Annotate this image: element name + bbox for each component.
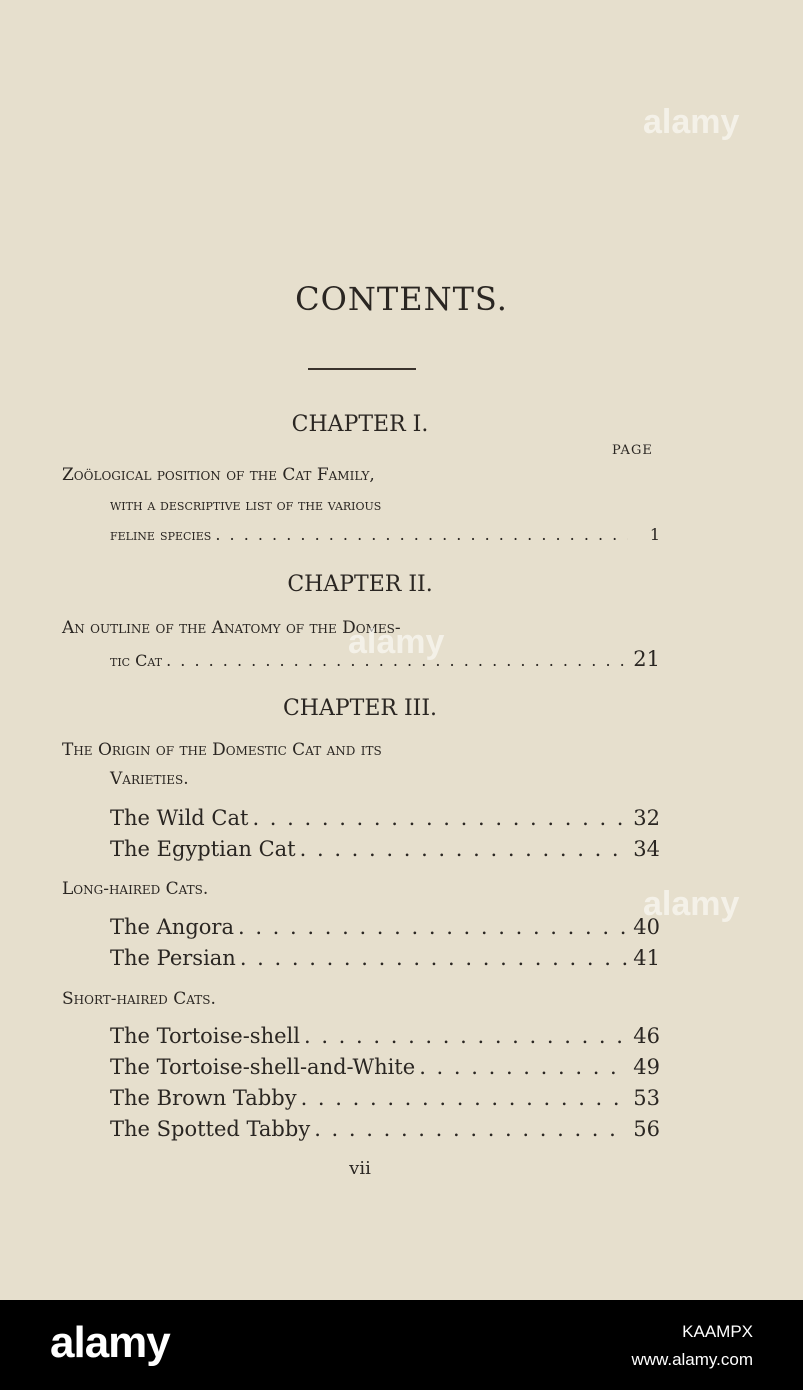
leader-dots (304, 1024, 628, 1048)
toc-entry (110, 1055, 660, 1079)
toc-entry-label: tic Cat (110, 651, 163, 670)
toc-entry-page: 53 (633, 1086, 660, 1110)
toc-entry (110, 946, 660, 970)
toc-entry-label: The Tortoise-shell-and-White (110, 1055, 416, 1079)
chapter-heading: CHAPTER I. (291, 412, 429, 437)
toc-entry-page: 56 (633, 1117, 660, 1141)
toc-entry-label: The Angora (110, 915, 234, 939)
chapter-description: The Origin of the Domestic Cat and its (62, 740, 382, 760)
site-url: www.alamy.com (631, 1350, 753, 1369)
page-column-header: PAGE (612, 443, 653, 458)
page-folio: vii (349, 1158, 371, 1179)
page-title: CONTENTS. (295, 280, 508, 318)
toc-entry (110, 837, 660, 861)
toc-entry-label: feline species (110, 525, 212, 544)
chapter-description: Zoölogical position of the Cat Family, (62, 465, 375, 485)
toc-entry (110, 525, 660, 544)
watermark-logo: alamy (643, 885, 740, 923)
toc-entry-page: 32 (633, 806, 660, 830)
toc-entry-label: The Persian (110, 946, 236, 970)
toc-entry-page: 1 (649, 525, 660, 544)
toc-entry-page: 41 (633, 946, 660, 970)
toc-entry (110, 1117, 660, 1141)
leader-dots (314, 1117, 628, 1141)
toc-entry (110, 1086, 660, 1110)
leader-dots (252, 806, 628, 830)
leader-dots (215, 525, 628, 544)
chapter-description: An outline of the Anatomy of the Domes- (62, 618, 401, 638)
toc-entry-page: 46 (633, 1024, 660, 1048)
section-title: Long-haired Cats. (62, 879, 209, 899)
toc-entry (110, 1024, 660, 1048)
toc-entry-page: 21 (633, 647, 660, 671)
toc-entry (110, 806, 660, 830)
toc-entry-label: The Spotted Tabby (110, 1117, 311, 1141)
watermark-footer (0, 1300, 803, 1390)
leader-dots (300, 837, 628, 861)
toc-entry-page: 49 (633, 1055, 660, 1079)
chapter-description: with a descriptive list of the various (110, 496, 382, 514)
toc-entry-page: 40 (633, 915, 660, 939)
leader-dots (238, 915, 628, 939)
toc-entry-label: The Egyptian Cat (110, 837, 296, 861)
leader-dots (240, 946, 628, 970)
toc-entry-page: 34 (633, 837, 660, 861)
leader-dots (301, 1086, 628, 1110)
toc-entry-label: The Wild Cat (110, 806, 249, 830)
toc-entry (110, 915, 660, 939)
watermark-logo: alamy (348, 623, 445, 661)
toc-entry-label: The Brown Tabby (110, 1086, 297, 1110)
image-id: KAAMPX (682, 1322, 753, 1341)
toc-entry-label: The Tortoise-shell (110, 1024, 300, 1048)
watermark-logo: alamy (643, 103, 740, 141)
leader-dots (419, 1055, 628, 1079)
section-title: Short-haired Cats. (62, 989, 216, 1009)
chapter-description: Varieties. (110, 769, 189, 789)
alamy-logo: alamy (50, 1318, 170, 1367)
chapter-heading: CHAPTER III. (282, 696, 438, 721)
chapter-heading: CHAPTER II. (287, 572, 433, 597)
title-rule (308, 368, 416, 370)
